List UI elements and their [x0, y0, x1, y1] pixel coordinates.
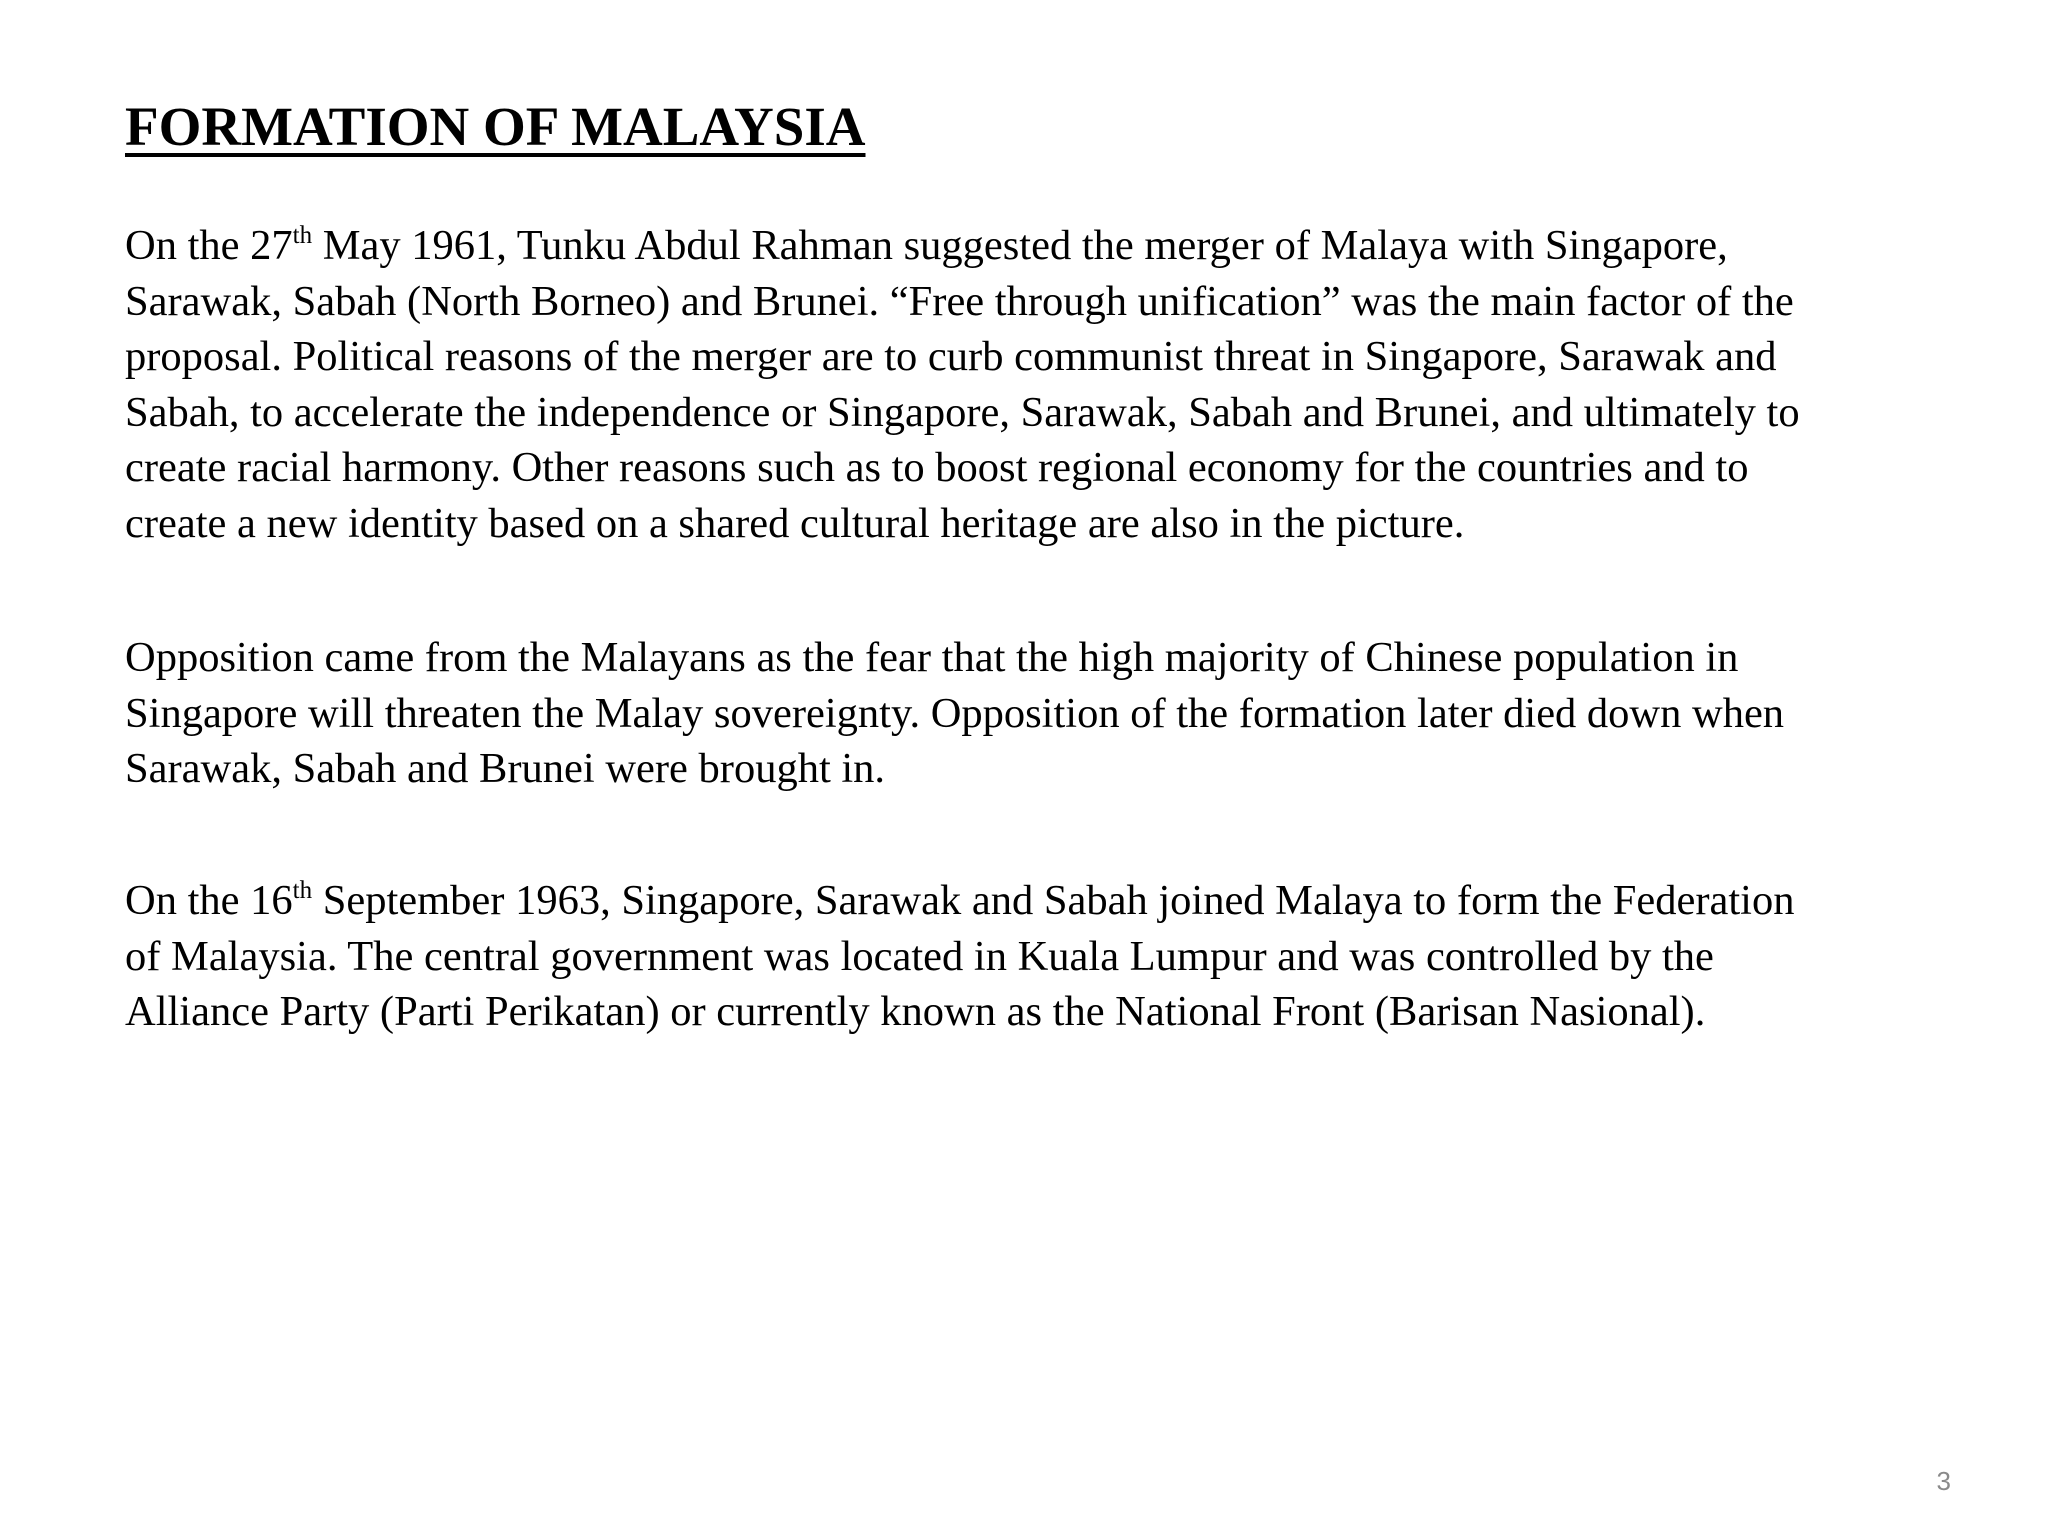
text-run: On the 16 — [125, 877, 293, 924]
paragraph-line — [125, 218, 1985, 274]
paragraph-line — [125, 873, 1985, 929]
paragraph-line: proposal. Political reasons of the merger are to curb communist threat in Singapore, Sarawak and — [125, 333, 1777, 380]
paragraph-federation — [125, 873, 1985, 1040]
page-number: 3 — [1936, 1466, 1951, 1496]
paragraph-line: Alliance Party (Parti Perikatan) or currently known as the National Front (Barisan Nasional). — [125, 988, 1706, 1035]
paragraph-line: Sarawak, Sabah (North Borneo) and Brunei. “Free through unification” was the main factor of the — [125, 277, 1794, 325]
paragraph-line: of Malaysia. The central government was located in Kuala Lumpur and was controlled by the — [125, 932, 1714, 980]
paragraph-line: Sabah, to accelerate the independence or Singapore, Sarawak, Sabah and Brunei, and ultimately to — [125, 388, 1800, 436]
text-run: September 1963, Singapore, Sarawak and Sabah joined Malaya to form the Federation — [312, 877, 1795, 924]
paragraph-line: create racial harmony. Other reasons such as to boost regional economy for the countries and to — [125, 444, 1749, 491]
paragraph-line: Singapore will threaten the Malay sovereignty. Opposition of the formation later died down when — [125, 689, 1785, 737]
text-run: May 1961, Tunku Abdul Rahman suggested the merger of Malaya with Singapore, — [312, 222, 1728, 269]
paragraph-opposition — [125, 630, 1985, 797]
ordinal-suffix: th — [292, 222, 313, 249]
text-run: On the 27 — [125, 222, 293, 269]
paragraph-line: create a new identity based on a shared cultural heritage are also in the picture. — [125, 499, 1465, 547]
paragraph-proposal — [125, 218, 1985, 551]
ordinal-suffix: th — [292, 877, 313, 904]
slide-title: FORMATION OF MALAYSIA — [125, 96, 866, 157]
paragraph-line: Sarawak, Sabah and Brunei were brought in. — [125, 745, 886, 792]
paragraph-line: Opposition came from the Malayans as the fear that the high majority of Chinese population in — [125, 634, 1739, 681]
